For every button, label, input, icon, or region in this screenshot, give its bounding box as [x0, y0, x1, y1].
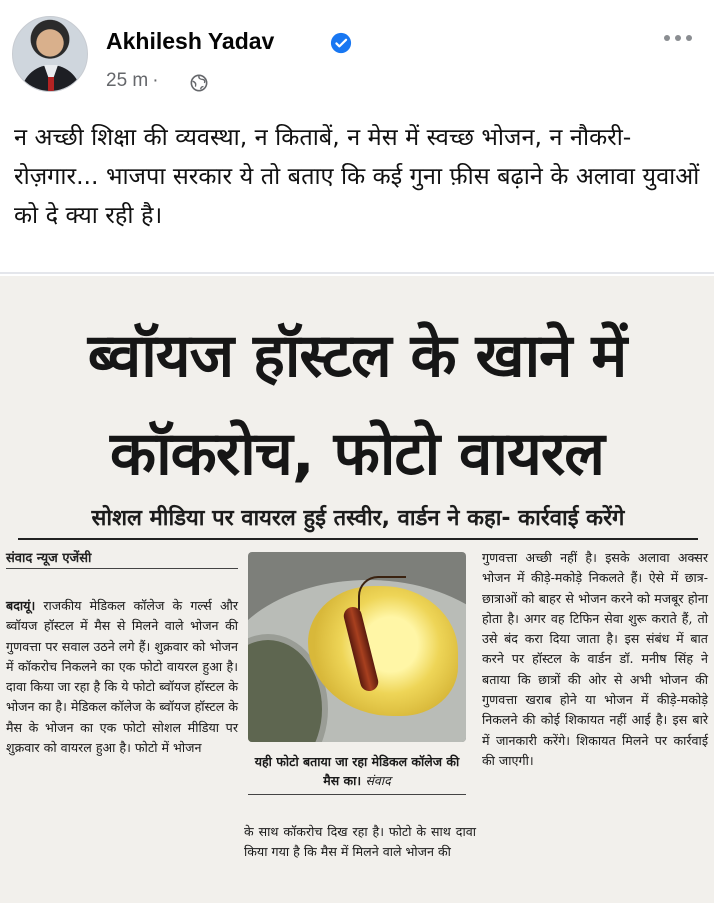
more-options-icon[interactable]	[658, 26, 698, 50]
headline-line1: ब्वॉयज हॉस्टल के खाने में	[87, 321, 627, 391]
subheadline: सोशल मीडिया पर वायरल हुई तस्वीर, वार्डन ने कहा- कार्रवाई करेंगे	[18, 502, 698, 540]
post-header	[0, 0, 714, 112]
dateline: बदायूं।	[6, 598, 36, 613]
column-left-text: राजकीय मेडिकल कॉलेज के गर्ल्स और ब्वॉयज हॉस्टल में मैस से मिलने वाले भोजन की गुणवत्ता पर सवाल उठने लगे हैं। शुक्रवार को भोजन में कॉकरोच निकलने का एक फोटो वायरल हुआ है। दावा किया जा रहा है कि ये फोटो ब्वॉयज हॉस्टल के भोजन का है। मेडिकल कॉलेज के ब्वॉयज हॉस्टल के मैस के भोजन का एक फोटो सोशल मीडिया पर शुक्रवार को वायरल हुआ है। फोटो में भोजन	[6, 598, 238, 756]
globe-icon[interactable]	[190, 74, 208, 92]
cockroach-antenna	[358, 576, 406, 610]
dot-icon	[675, 35, 681, 41]
avatar-tie	[48, 77, 54, 91]
agency-rule	[6, 568, 238, 569]
post-text: न अच्छी शिक्षा की व्यवस्था, न किताबें, न मेस में स्वच्छ भोजन, न नौकरी-रोज़गार... भाजपा सरकार ये तो बताए कि कई गुना फ़ीस बढ़ाने के अलावा युवाओं को दे क्या रही है।	[14, 123, 700, 229]
dot-icon	[686, 35, 692, 41]
post-time[interactable]: 25 m	[106, 70, 149, 91]
food-photo	[248, 552, 466, 742]
article-column-right: गुणवत्ता अच्छी नहीं है। इसके अलावा अक्सर भोजन में कीड़े-मकोड़े निकलते हैं। ऐसे में छात्र-छात्राओं को बाहर से भोजन करने को मजबूर होना होता है। अगर वह टिफिन सेवा शुरू कराते हैं, तो उसे बंद करा दिया जाता है। इस संबंध में बात करने पर हॉस्टल के वार्डन डॉ. मनीष सिंह ने बताया कि छात्रों की ओर से अभी भोजन की गुणवत्ता खराब होने या भोजन में कीड़े-मकोड़े निकलने की कोई शिकायत नहीं आई है। इस बारे में जानकारी करेंगे। शिकायत मिलने पर कार्रवाई की जाएगी।	[482, 550, 708, 768]
caption-text: यही फोटो बताया जा रहा मेडिकल कॉलेज की मैस का।	[254, 754, 460, 788]
dot-icon	[664, 35, 670, 41]
article-column-left	[6, 596, 238, 758]
post-meta	[106, 70, 163, 92]
avatar[interactable]	[12, 16, 88, 92]
photo-caption	[248, 752, 466, 795]
author-name[interactable]: Akhilesh Yadav	[106, 28, 275, 54]
caption-credit: संवाद	[365, 773, 391, 788]
article-column-middle: के साथ कॉकरोच दिख रहा है। फोटो के साथ दावा किया गया है कि मैस में मिलने वाले भोजन की	[244, 824, 476, 860]
verified-badge-icon	[330, 32, 352, 54]
headline-line2: कॉकरोच, फोटो वायरल	[110, 419, 604, 489]
newspaper-clipping[interactable]	[0, 276, 714, 903]
divider	[0, 272, 714, 274]
news-agency: संवाद न्यूज एजेंसी	[6, 551, 92, 566]
meta-separator: ·	[152, 70, 159, 91]
